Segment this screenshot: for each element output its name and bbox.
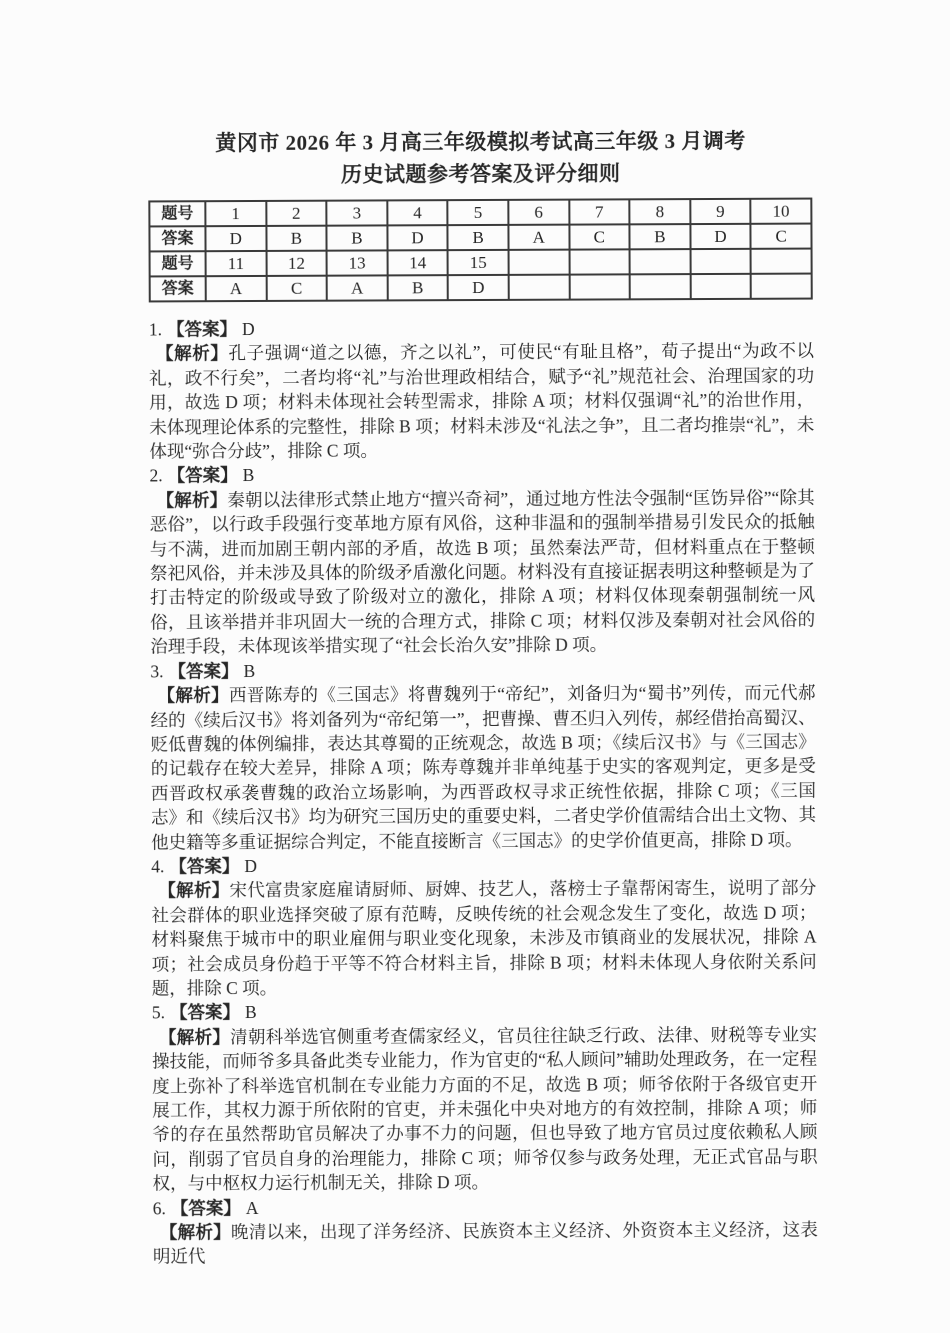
table-row-question-numbers-11-15 [150, 249, 812, 277]
table-row-answers-11-15 [150, 274, 812, 302]
answer-label: 【答案】 [166, 319, 238, 340]
analysis-text: 西晋陈寿的《三国志》将曹魏列于“帝纪”，刘备归为“蜀书”列传，而元代郝经的《续后汉书》将刘备列为“帝纪第一”，把曹操、曹丕归入列传，郝经借抬高蜀汉、贬低曹魏的体例编排，表达其尊蜀的正统观念，故选 B 项；《续后汉书》与《三国志》的记载存在较大差异，排除 A 项；陈寿尊魏并非单纯基于史实的客观判定，更多是受西晋政权承袭曹魏的政治立场影响，为西晋政权寻求正统性依据，排除 C 项；《三国志》和《续后汉书》均为研究三国历史的重要史料，二者史学价值需结合出土文物、其他史籍等多重证据综合判定，不能直接断言《三国志》的史学价值更高，排除 D 项。 [150, 682, 817, 852]
answer-value: A [245, 1197, 259, 1218]
question-number-cell: 10 [751, 199, 812, 224]
answer-cell: B [387, 275, 448, 300]
answer-cell: D [205, 226, 266, 251]
row-header: 答案 [149, 226, 205, 251]
question-number-cell: 11 [206, 251, 267, 276]
empty-cell [569, 249, 630, 274]
analysis-label: 【解析】 [159, 1222, 232, 1243]
table-row-answers-1-10 [149, 224, 811, 252]
answer-value: B [242, 465, 255, 486]
question-number-cell: 3 [327, 200, 388, 225]
answer-cell: A [206, 276, 267, 301]
answer-label: 【答案】 [167, 465, 238, 486]
document-header [148, 125, 813, 192]
answer-value: B [244, 1002, 257, 1023]
empty-cell [751, 249, 812, 274]
answer-cell: D [690, 224, 751, 249]
explanation-item-5 [152, 998, 818, 1196]
document-page [148, 125, 818, 1270]
question-number: 1. [148, 319, 163, 340]
answer-cell: D [387, 225, 448, 250]
question-number: 3. [150, 661, 164, 682]
question-number-cell: 4 [387, 200, 448, 225]
analysis-label: 【解析】 [155, 343, 229, 364]
question-number-cell: 8 [629, 199, 690, 224]
explanation-item-6 [153, 1193, 818, 1269]
answer-line [150, 656, 815, 683]
empty-cell [690, 249, 751, 274]
question-number-cell: 6 [508, 200, 569, 225]
answer-label: 【答案】 [168, 660, 239, 682]
answer-cell: D [448, 275, 509, 300]
question-number-cell: 2 [266, 201, 327, 226]
question-number-cell: 5 [448, 200, 509, 225]
row-header: 题号 [149, 201, 205, 226]
answer-cell: B [448, 225, 509, 250]
answer-cell: C [751, 224, 812, 249]
question-number: 6. [152, 1198, 166, 1219]
answer-value: D [241, 318, 255, 340]
row-header: 题号 [150, 251, 206, 276]
analysis-paragraph [150, 485, 816, 659]
empty-cell [509, 275, 570, 300]
analysis-text: 清朝科举选官侧重考查儒家经义，官员往往缺乏行政、法律、财税等专业实操技能，而师爷多具备此类专业能力，作为官吏的“私人顾问”辅助处理政务，在一定程度上弥补了科举选官机制在专业能力方面的不足，故选 B 项；师爷依附于各级官吏开展工作，其权力源于所依附的官吏，并未强化中央对地方的有效控制，排除 A 项；师爷的存在虽然帮助官员解决了办事不力的问题，但也导致了地方官员过度依赖私人顾问，削弱了官员自身的治理能力，排除 C 项；师爷仅参与政务处理，无正式官品与职权，与中枢权力运行机制无关，排除 D 项。 [152, 1024, 818, 1194]
question-number: 5. [151, 1002, 166, 1023]
question-number-cell: 12 [266, 251, 327, 276]
empty-cell [751, 274, 812, 299]
table-row-question-numbers-1-10 [149, 199, 811, 227]
analysis-label: 【解析】 [158, 880, 230, 901]
explanation-item-4 [151, 851, 817, 1000]
question-number-cell: 9 [690, 199, 751, 224]
answer-cell: A [508, 225, 569, 250]
analysis-label: 【解析】 [156, 489, 228, 511]
answer-cell: A [327, 275, 388, 300]
question-number-cell: 1 [205, 201, 266, 226]
explanation-item-1 [149, 315, 815, 464]
answer-line [152, 998, 817, 1025]
answer-line [149, 315, 814, 342]
question-number-cell: 14 [387, 250, 448, 275]
answer-label: 【答案】 [170, 1197, 241, 1218]
question-number-cell: 7 [569, 199, 630, 224]
answer-line [153, 1193, 818, 1220]
explanation-item-2 [149, 461, 815, 659]
empty-cell [690, 274, 751, 299]
analysis-paragraph [151, 876, 817, 1001]
answer-cell: C [266, 276, 327, 301]
answer-label: 【答案】 [169, 1002, 241, 1023]
answer-label: 【答案】 [169, 855, 240, 877]
document-title-line2: 历史试题参考答案及评分细则 [340, 161, 621, 187]
question-number-cell: 15 [448, 250, 509, 275]
answer-cell: B [266, 226, 327, 251]
answer-line [151, 851, 816, 878]
analysis-text: 秦朝以法律形式禁止地方“擅兴奇祠”，通过地方性法令强制“匡饬异俗”“除其恶俗”，以行政手段强行变革地方原有风俗，这种非温和的强制举措易引发民众的抵触与不满，进而加剧王朝内部的矛盾，故选 B 项；虽然秦法严苛，但材料重点在于整顿祭祀风俗，并未涉及具体的阶级矛盾激化问题。材料没有直接证据表明这种整顿是为了打击特定的阶级或导致了阶级对立的激化，排除 A 项；材料仅体现秦朝强制统一风俗，且该举措并非巩固大一统的合理方式，排除 C 项；材料仅涉及秦朝对社会风俗的治理手段，未体现该举措实现了“社会长治久安”排除 D 项。 [149, 487, 816, 657]
analysis-paragraph [149, 339, 815, 464]
answer-value: D [244, 855, 258, 876]
empty-cell [569, 274, 630, 299]
question-number: 4. [151, 856, 165, 877]
explanation-item-3 [150, 656, 816, 854]
empty-cell [630, 249, 691, 274]
analysis-paragraph [150, 681, 816, 855]
document-title-line1: 黄冈市 2026 年 3 月高三年级模拟考试高三年级 3 月调考 [215, 128, 746, 156]
analysis-text: 宋代富贵家庭雇请厨师、厨婢、技艺人，落榜士子靠帮闲寄生，说明了部分社会群体的职业选择突破了原有范畴，反映传统的社会观念发生了变化，故选 D 项；材料聚焦于城市中的职业雇佣与职业变化现象，未涉及市镇商业的发展状况，排除 A 项；社会成员身份趋于平等不符合材料主旨，排除 B 项；材料未体现人身依附关系问题，排除 C 项。 [151, 877, 817, 999]
analysis-label: 【解析】 [157, 685, 230, 706]
answer-line [149, 461, 814, 488]
row-header: 答案 [150, 276, 206, 301]
empty-cell [509, 250, 570, 275]
analysis-paragraph [152, 1022, 818, 1196]
answer-cell: B [630, 224, 691, 249]
answer-cell: C [569, 224, 630, 249]
explanations-section [149, 315, 818, 1270]
analysis-text: 孔子强调“道之以德，齐之以礼”，可使民“有耻且格”，荀子提出“为政不以礼，政不行矣”，二者均将“礼”与治世理政相结合，赋予“礼”规范社会、治理国家的功用，故选 D 项；材料未体现社会转型需求，排除 A 项；材料仅强调“礼”的治世作用，未体现理论体系的完整性，排除 B 项；材料未涉及“礼法之争”，且二者均推崇“礼”，未体现“弥合分歧”，排除 C 项。 [149, 340, 815, 462]
answer-value: B [243, 660, 256, 681]
analysis-paragraph [153, 1218, 818, 1270]
question-number-cell: 13 [327, 250, 388, 275]
analysis-label: 【解析】 [158, 1026, 231, 1048]
empty-cell [630, 274, 691, 299]
question-number: 2. [149, 465, 163, 486]
answer-cell: B [327, 225, 388, 250]
answer-key-table [148, 198, 812, 303]
analysis-text: 晚清以来，出现了洋务经济、民族资本主义经济、外资资本主义经济，这表明近代 [152, 1219, 818, 1267]
